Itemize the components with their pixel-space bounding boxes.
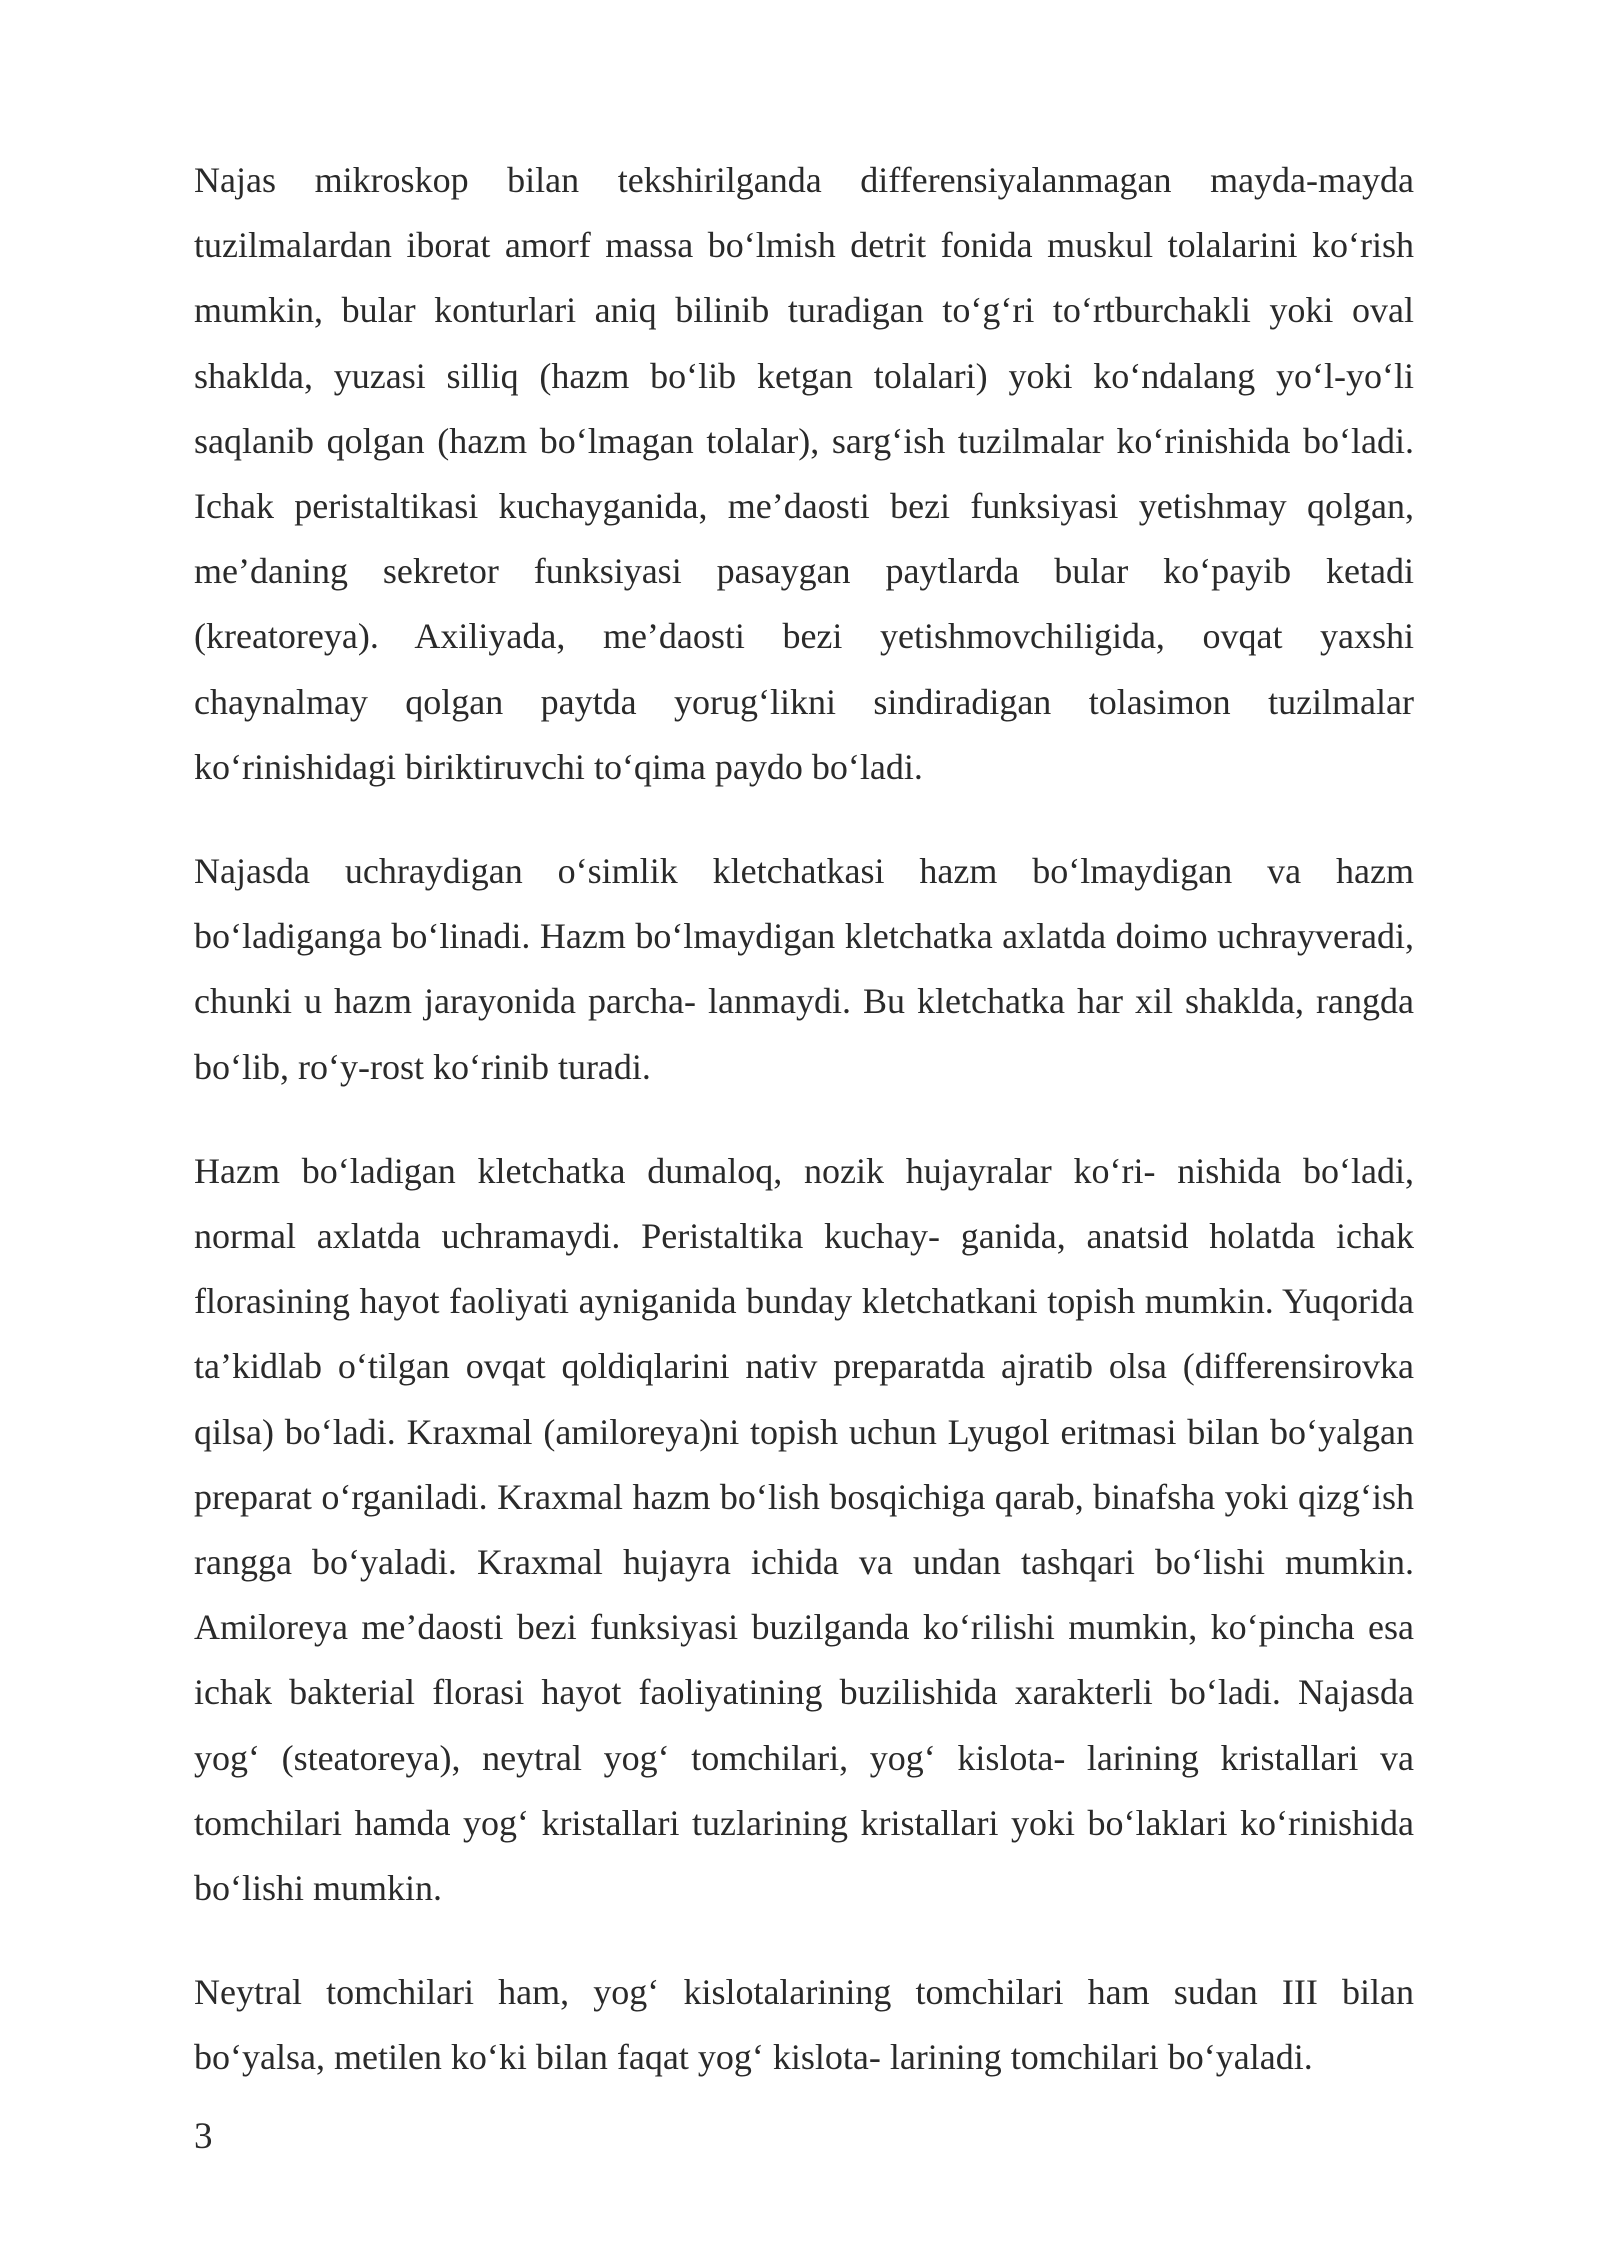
paragraph-plant-cellulose: Najasda uchraydigan o‘simlik kletchatkasi hazm bo‘lmaydigan va hazm bo‘ladiganga bo‘linadi. Hazm bo‘lmaydigan kletchatka axlatda doimo uchrayveradi, chunki u hazm jarayonida parcha- lanmaydi. Bu kletchatka har xil shaklda, rangda bo‘lib, ro‘y-rost ko‘rinib turadi.: [194, 851, 1414, 1087]
paragraph-neutral-droplets: Neytral tomchilari ham, yog‘ kislotalarining tomchilari ham sudan III bilan bo‘yalsa, metilen ko‘ki bilan faqat yog‘ kislota- larining tomchilari bo‘yaladi.: [194, 1972, 1414, 2078]
paragraph-digestible-cellulose: Hazm bo‘ladigan kletchatka dumaloq, nozik hujayralar ko‘ri- nishida bo‘ladi, normal axlatda uchramaydi. Peristaltika kuchay- ganida, anatsid holatda ichak florasining hayot faoliyati ayniganida bunday kletchatkani topish mumkin. Yuqorida ta’kidlab o‘tilgan ovqat qoldiqlarini nativ preparatda ajratib olsa (differensirovka qilsa) bo‘ladi. Kraxmal (amiloreya)ni topish uchun Lyugol eritmasi bilan bo‘yalgan preparat o‘rganiladi. Kraxmal hazm bo‘lish bosqichiga qarab, binafsha yoki qizg‘ish rangga bo‘yaladi. Kraxmal hujayra ichida va undan tashqari bo‘lishi mumkin. Amiloreya me’daosti bezi funksiyasi buzilganda ko‘rilishi mumkin, ko‘pincha esa ichak bakterial florasi hayot faoliyatining buzilishida xarakterli bo‘ladi. Najasda yog‘ (steatoreya), neytral yog‘ tomchilari, yog‘ kislota- larining kristallari va tomchilari hamda yog‘ kristallari tuzlarining kristallari yoki bo‘laklari ko‘rinishida bo‘lishi mumkin.: [194, 1150, 1414, 1909]
document-body: [194, 148, 1414, 2091]
page-number: 3: [194, 2116, 213, 2157]
paragraph-muscle-fibers: Najas mikroskop bilan tekshirilganda differensiyalanmagan mayda-mayda tuzilmalardan iborat amorf massa bo‘lmish detrit fonida muskul tolalarini ko‘rish mumkin, bular konturlari aniq bilinib turadigan to‘g‘ri to‘rtburchakli yoki oval shaklda, yuzasi silliq (hazm bo‘lib ketgan tolalari) yoki ko‘ndalang yo‘l-yo‘li saqlanib qolgan (hazm bo‘lmagan tolalar), sarg‘ish tuzilmalar ko‘rinishida bo‘ladi. Ichak peristaltikasi kuchayganida, me’daosti bezi funksiyasi yetishmay qolgan, me’daning sekretor funksiyasi pasaygan paytlarda bular ko‘payib ketadi (kreatoreya). Axiliyada, me’daosti bezi yetishmovchiligida, ovqat yaxshi chaynalmay qolgan paytda yorug‘likni sindiradigan tolasimon tuzilmalar ko‘rinishidagi biriktiruvchi to‘qima paydo bo‘ladi.: [194, 160, 1414, 787]
